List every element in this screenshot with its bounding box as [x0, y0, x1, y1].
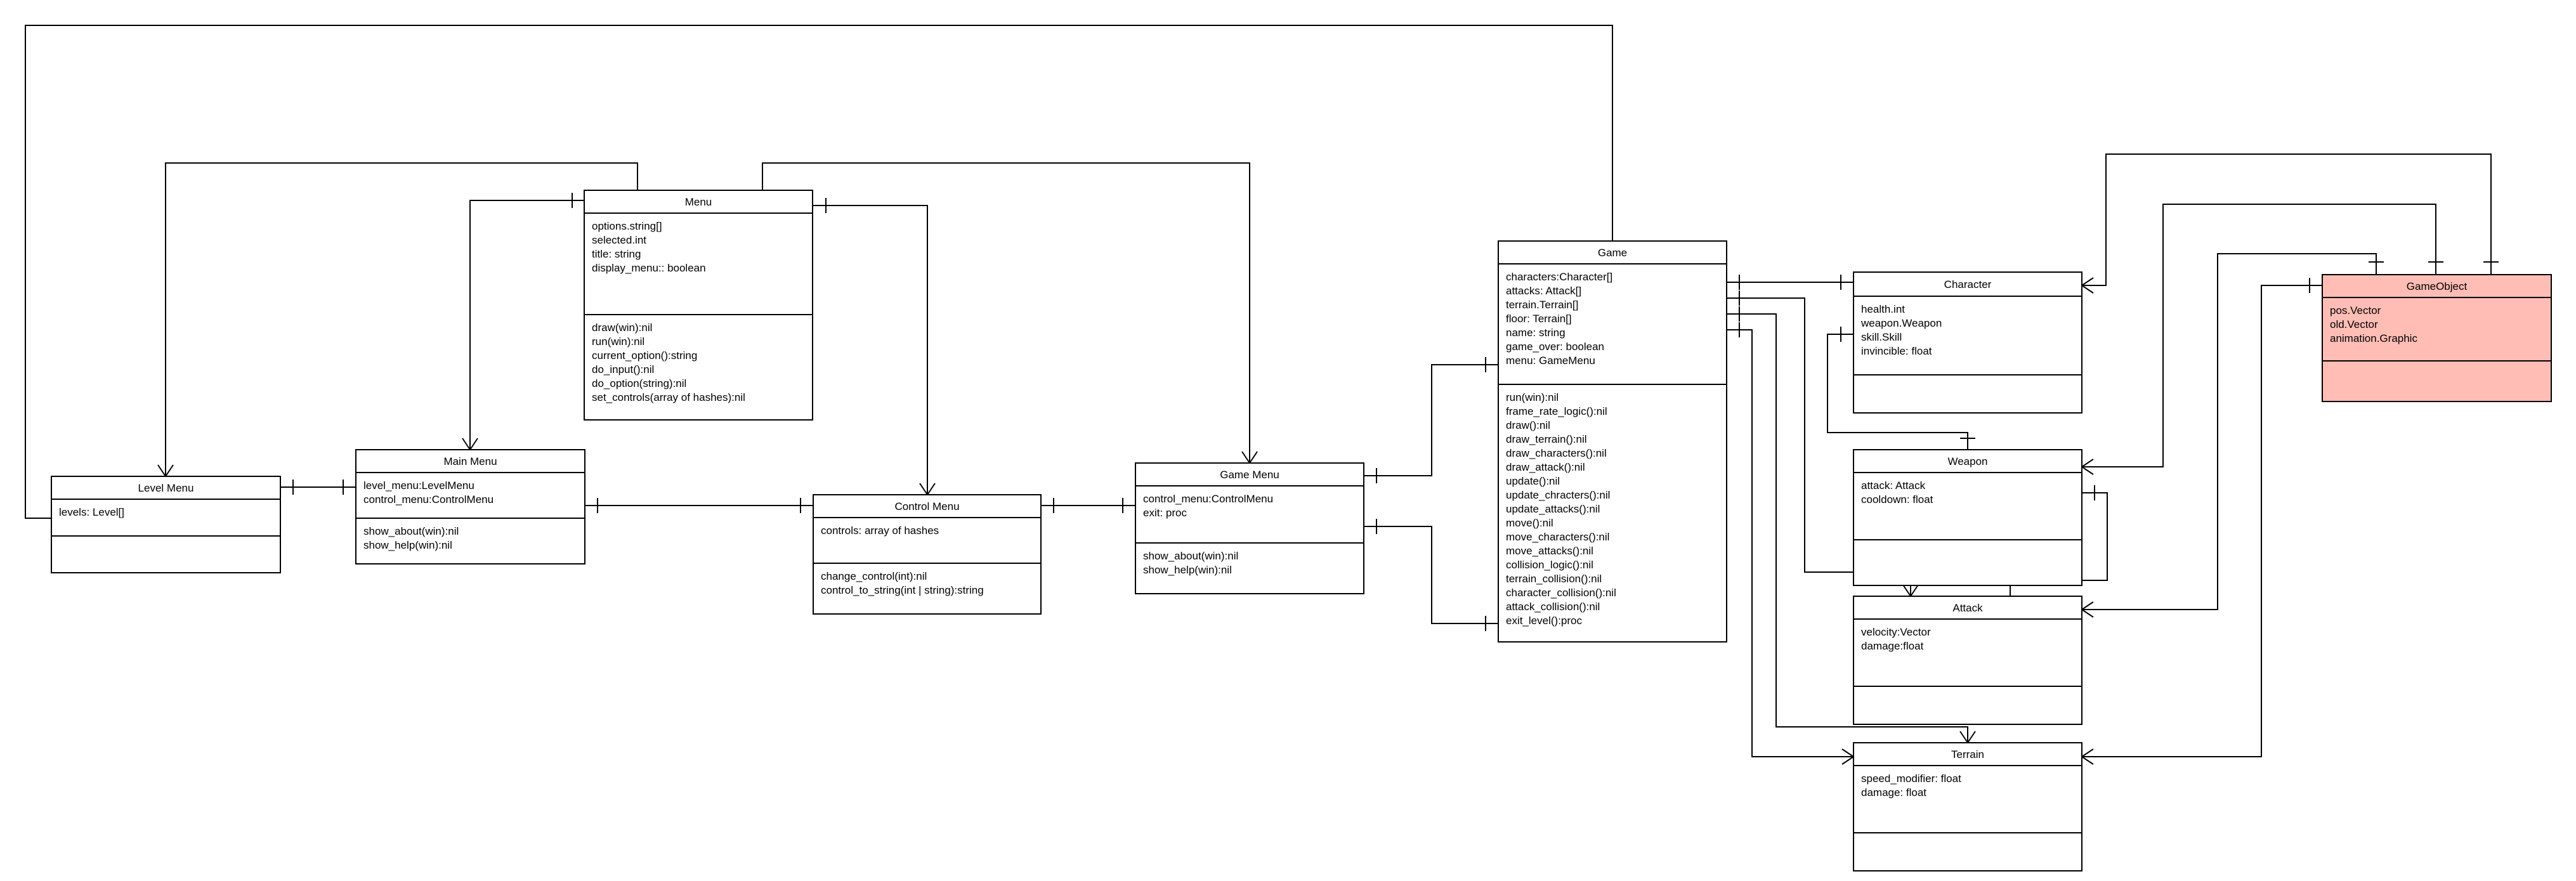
class-name: Menu — [684, 196, 712, 208]
class-level-menu — [51, 476, 280, 573]
connector-terrain-gameobject — [2082, 278, 2322, 764]
method: character_collision():nil — [1506, 587, 1616, 599]
attribute: animation.Graphic — [2330, 332, 2417, 344]
method: frame_rate_logic():nil — [1506, 405, 1607, 417]
method: show_about(win):nil — [1143, 550, 1239, 562]
method: show_help(win):nil — [363, 539, 452, 551]
attribute: controls: array of hashes — [821, 525, 939, 537]
method: show_about(win):nil — [363, 525, 459, 537]
method: terrain_collision():nil — [1506, 573, 1602, 585]
method: attack_collision():nil — [1506, 601, 1600, 613]
attribute: weapon.Weapon — [1861, 317, 1942, 329]
class-menu — [584, 190, 813, 420]
attribute: display_menu:: boolean — [592, 262, 706, 274]
connector-levelmenu-mainmenu — [280, 480, 356, 495]
connector-menu-levelmenu — [158, 163, 637, 476]
attribute: selected.int — [592, 234, 646, 246]
class-box — [1854, 596, 2082, 724]
class-name: Control Menu — [894, 500, 960, 512]
method: do_input():nil — [592, 363, 655, 375]
attribute: title: string — [592, 248, 641, 260]
method: exit_level():proc — [1506, 615, 1582, 627]
connector-gamemenu-game-upper — [1364, 357, 1498, 483]
attribute: speed_modifier: float — [1861, 773, 1961, 785]
class-name: Game Menu — [1220, 469, 1279, 481]
method: run(win):nil — [592, 336, 645, 348]
connector-game-character — [1727, 275, 1854, 290]
attribute: options.string[] — [592, 220, 662, 232]
method: do_option(string):nil — [592, 377, 687, 389]
class-name: Level Menu — [138, 482, 194, 494]
attribute: floor: Terrain[] — [1506, 313, 1572, 325]
attribute: control_menu:ControlMenu — [1143, 493, 1274, 505]
attribute: health.int — [1861, 303, 1905, 315]
connector-game-terrain-floor — [1727, 322, 1854, 764]
attribute: levels: Level[] — [59, 506, 124, 518]
class-box — [1854, 450, 2082, 585]
attribute: skill.Skill — [1861, 331, 1902, 343]
method: collision_logic():nil — [1506, 559, 1593, 571]
attribute: menu: GameMenu — [1506, 355, 1595, 367]
class-terrain — [1854, 743, 2082, 871]
class-control-menu — [813, 495, 1041, 614]
method: draw_attack():nil — [1506, 461, 1585, 473]
class-name: GameObject — [2406, 280, 2468, 292]
method: control_to_string(int | string):string — [821, 584, 984, 596]
attribute: terrain.Terrain[] — [1506, 299, 1579, 311]
class-box — [1854, 743, 2082, 871]
method: draw_characters():nil — [1506, 447, 1607, 459]
method: update_chracters():nil — [1506, 489, 1611, 501]
connector-menu-gamemenu — [762, 163, 1257, 463]
class-main-menu — [356, 450, 585, 564]
classes — [51, 190, 2551, 871]
class-game-object — [2322, 275, 2551, 401]
connector-controlmenu-gamemenu — [1041, 498, 1135, 513]
method: draw(win):nil — [592, 322, 653, 334]
attribute: old.Vector — [2330, 318, 2378, 330]
connector-levelmenu-game — [25, 25, 1612, 518]
class-name: Attack — [1952, 602, 1983, 614]
class-name: Weapon — [1947, 455, 1988, 467]
class-game — [1498, 241, 1727, 642]
class-weapon — [1854, 450, 2082, 585]
method: run(win):nil — [1506, 391, 1559, 403]
attribute: velocity:Vector — [1861, 626, 1931, 638]
class-name: Main Menu — [443, 455, 497, 467]
class-name: Terrain — [1951, 748, 1984, 760]
method: change_control(int):nil — [821, 570, 927, 582]
connectors — [25, 25, 2499, 764]
method: update():nil — [1506, 475, 1560, 487]
method: current_option():string — [592, 349, 698, 362]
method: set_controls(array of hashes):nil — [592, 391, 745, 403]
class-name: Game — [1597, 247, 1628, 259]
class-game-menu — [1135, 463, 1364, 594]
method: update_attacks():nil — [1506, 503, 1600, 515]
attribute: name: string — [1506, 327, 1566, 339]
attribute: level_menu:LevelMenu — [363, 480, 474, 492]
method: move_attacks():nil — [1506, 545, 1593, 557]
attribute: control_menu:ControlMenu — [363, 493, 494, 506]
method: move():nil — [1506, 517, 1553, 529]
method: show_help(win):nil — [1143, 564, 1232, 576]
connector-gamemenu-game-lower — [1364, 519, 1498, 631]
method: draw():nil — [1506, 419, 1550, 431]
attribute: exit: proc — [1143, 507, 1187, 519]
class-attack — [1854, 596, 2082, 724]
attribute: attack: Attack — [1861, 480, 1926, 492]
attribute: attacks: Attack[] — [1506, 285, 1582, 297]
attribute: damage: float — [1861, 786, 1927, 799]
connector-menu-controlmenu — [813, 198, 935, 495]
attribute: game_over: boolean — [1506, 341, 1605, 353]
connector-mainmenu-controlmenu — [585, 498, 813, 513]
method: draw_terrain():nil — [1506, 433, 1587, 445]
attribute: pos.Vector — [2330, 304, 2381, 317]
method: move_characters():nil — [1506, 531, 1610, 543]
class-name: Character — [1944, 278, 1992, 290]
attribute: characters:Character[] — [1506, 271, 1613, 283]
attribute: cooldown: float — [1861, 493, 1933, 506]
class-character — [1854, 272, 2082, 413]
attribute: invincible: float — [1861, 345, 1932, 357]
connector-menu-mainmenu — [462, 193, 584, 450]
attribute: damage:float — [1861, 640, 1924, 652]
